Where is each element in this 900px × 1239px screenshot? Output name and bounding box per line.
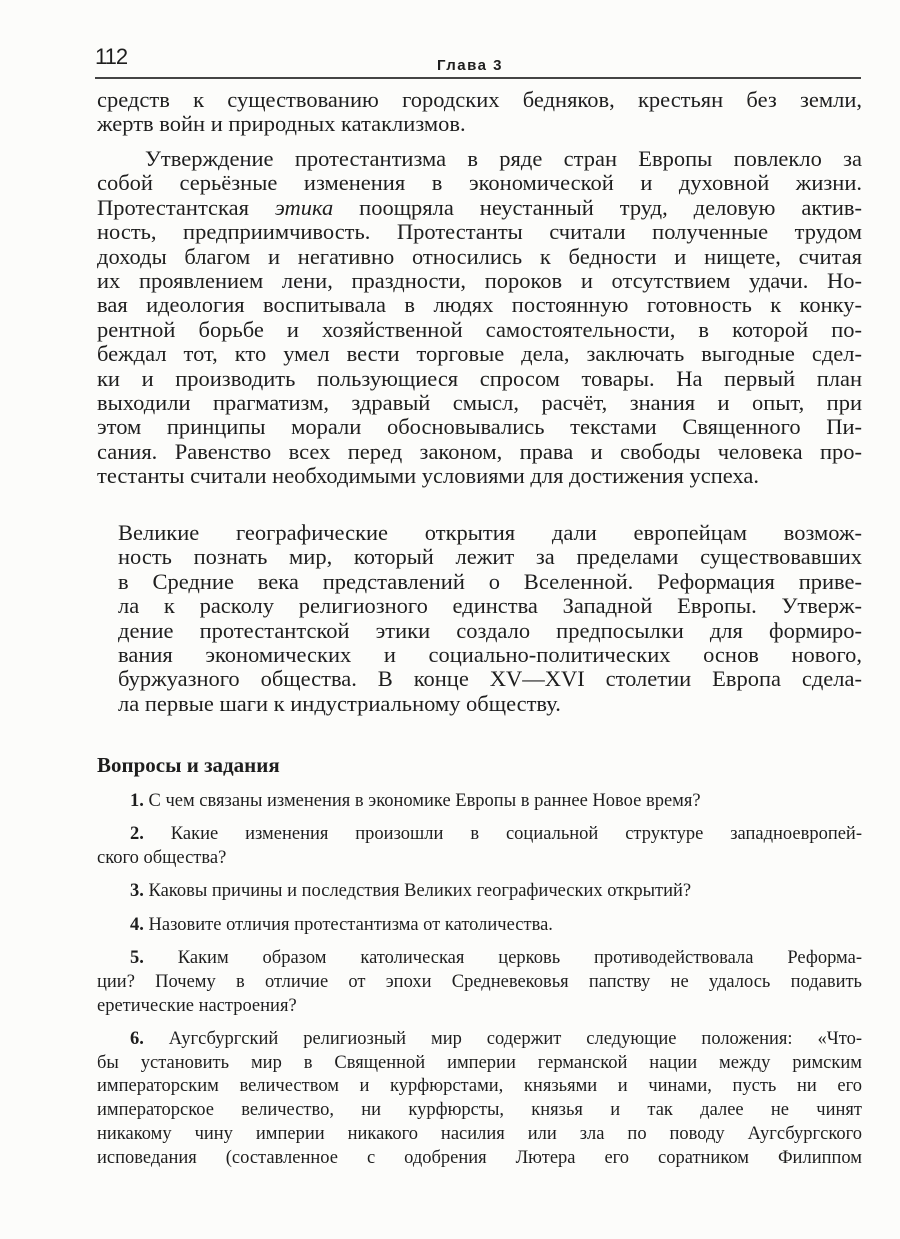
text-line: тестанты считали необходимыми условиями для достижения успеха.	[97, 464, 759, 489]
text-line: собой серьёзные изменения в экономической и духовной жизни.	[97, 171, 862, 196]
text-line: Протестантская этика поощряла неустанный труд, деловую актив-	[97, 195, 862, 220]
text-line: исповедания (составленное с одобрения Лютера его соратником Филиппом	[97, 1147, 862, 1168]
text-line: 6. Аугсбургский религиозный мир содержит следующие положения: «Что-	[130, 1028, 862, 1049]
text-line: буржуазного общества. В конце XV—XVI столетии Европа сдела-	[118, 667, 862, 692]
paragraph-continuation	[97, 88, 862, 137]
text-line: этом принципы морали обосновывались текстами Священного Пи-	[97, 415, 862, 440]
text-line: Великие географические открытия дали европейцам возмож-	[118, 521, 862, 545]
text-line: доходы благом и негативно относились к бедности и нищете, считая	[97, 244, 862, 269]
text-line: ла к расколу религиозного единства Западной Европы. Утверж-	[118, 594, 862, 619]
text-line: рентной борьбе и хозяйственной самостоятельности, в которой по-	[97, 317, 862, 342]
text-line: ность познать мир, который лежит за пределами существовавших	[118, 545, 862, 570]
text-line: ла первые шаги к индустриальному обществу.	[118, 691, 561, 716]
text-line: в Средние века представлений о Вселенной. Реформация приве-	[118, 569, 862, 594]
text-line: еретические настроения?	[97, 995, 297, 1016]
question-item	[97, 1028, 862, 1171]
question-number: 6.	[130, 1028, 144, 1049]
question-number: 4.	[130, 914, 144, 935]
question-number: 3.	[130, 881, 144, 902]
header-rule	[95, 77, 861, 79]
text-line: бы установить мир в Священной империи германской нации между римским	[97, 1052, 862, 1073]
page-number: 112	[95, 44, 128, 69]
question-item	[97, 947, 862, 1018]
text-line: дение протестантской этики создало предпосылки для формиро-	[118, 618, 862, 643]
question-number: 1.	[130, 791, 144, 811]
paragraph-protestant-ethics	[97, 147, 862, 489]
text-line: вания экономических и социально-политических основ нового,	[118, 643, 862, 668]
question-item	[97, 880, 862, 904]
question-item	[97, 790, 862, 814]
question-item	[97, 914, 862, 938]
italic-term: этика	[274, 195, 334, 220]
text-line: ского общества?	[97, 848, 227, 869]
text-line: ность, предприимчивость. Протестанты считали полученные трудом	[97, 220, 862, 245]
text-line: средств к существованию городских бедняков, крестьян без земли,	[97, 88, 862, 112]
text-line: вая идеология воспитывала в людях постоянную готовность к конку-	[97, 293, 862, 318]
questions-heading: Вопросы и задания	[97, 753, 280, 777]
text-line: 1. С чем связаны изменения в экономике Европы в раннее Новое время?	[130, 791, 701, 811]
chapter-summary	[118, 521, 862, 716]
question-number: 2.	[130, 824, 144, 845]
text-line: беждал тот, кто умел вести торговые дела, заключать выгодные сдел-	[97, 342, 862, 367]
text-line: жертв войн и природных катаклизмов.	[97, 112, 466, 137]
text-line: выходили прагматизм, здравый смысл, расчёт, знания и опыт, при	[97, 391, 862, 416]
questions-list	[97, 790, 862, 1180]
text-line: никакому чину империи никакого насилия или зла по поводу Аугсбургского	[97, 1124, 862, 1145]
question-number: 5.	[130, 947, 144, 968]
text-line: 3. Каковы причины и последствия Великих географических открытий?	[130, 881, 692, 902]
text-line: императорское величество, ни курфюрсты, князья и так далее не чинят	[97, 1100, 862, 1121]
text-line: 4. Назовите отличия протестантизма от католичества.	[130, 914, 553, 935]
text-line: 5. Каким образом католическая церковь противодействовала Реформа-	[130, 947, 862, 968]
text-line: ции? Почему в отличие от эпохи Средневековья папству не удалось подавить	[97, 971, 862, 992]
text-line: их проявлением лени, праздности, пороков и отсутствием удачи. Но-	[97, 269, 862, 294]
text-line: сания. Равенство всех перед законом, права и свободы человека про-	[97, 439, 862, 464]
text-line: Утверждение протестантизма в ряде стран Европы повлекло за	[145, 147, 862, 171]
question-item	[97, 823, 862, 871]
text-line: 2. Какие изменения произошли в социальной структуре западноевропей-	[130, 824, 862, 845]
text-line: императорским величеством и курфюрстами, князьями и чинами, пусть ни его	[97, 1076, 862, 1097]
chapter-title: Глава 3	[437, 57, 504, 74]
text-line: ки и производить пользующиеся спросом товары. На первый план	[97, 366, 862, 391]
